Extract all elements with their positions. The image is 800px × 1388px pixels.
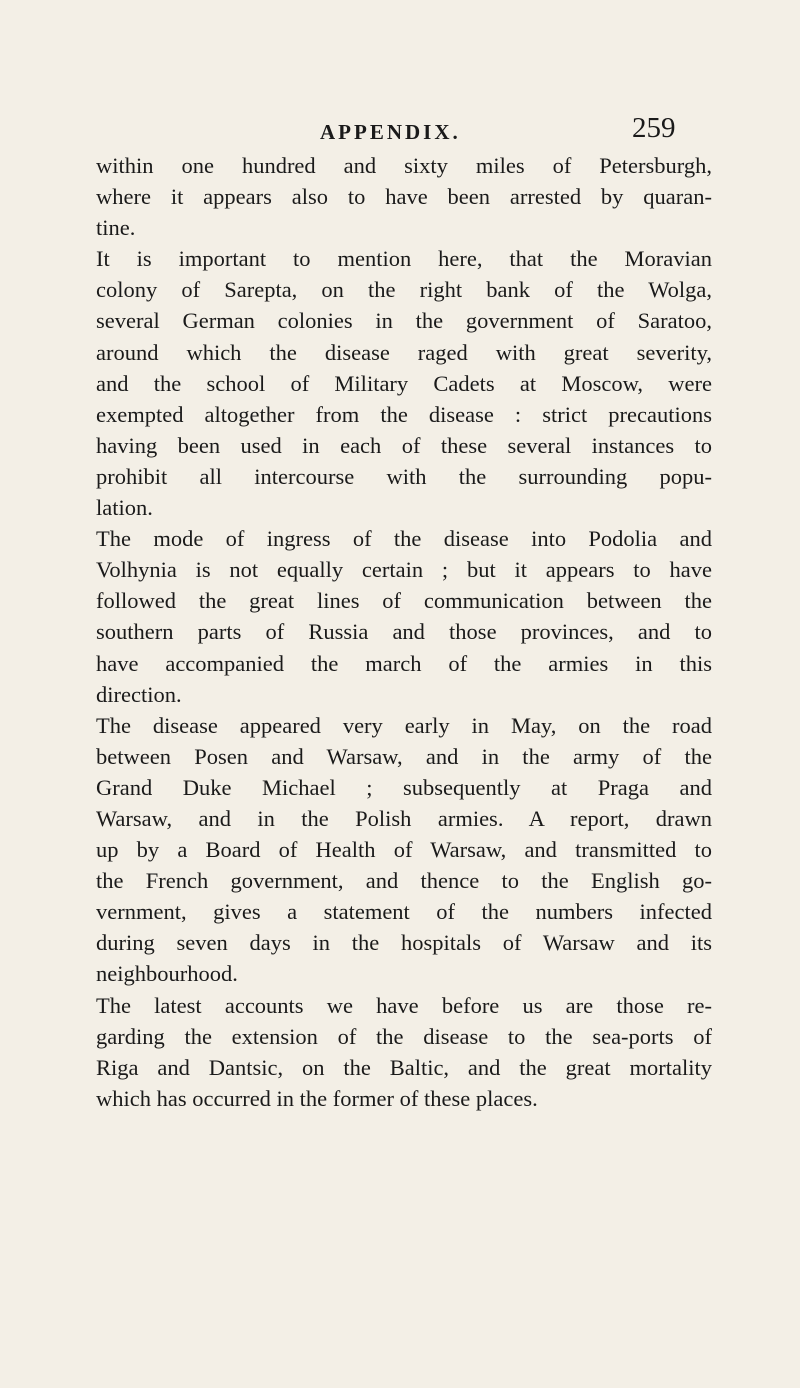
text-line: direction.: [96, 681, 182, 707]
text-line: within one hundred and sixty miles of Petersburgh,: [96, 153, 712, 178]
text-line: It is important to mention here, that the Moravian: [96, 246, 712, 272]
text-line: and the school of Military Cadets at Moscow, were: [96, 370, 712, 396]
running-head: [0, 112, 800, 152]
body-text: [96, 150, 712, 1114]
text-line: tine.: [96, 215, 136, 241]
header-title: APPENDIX.: [320, 120, 461, 144]
text-line: The latest accounts we have before us are those re-: [96, 992, 712, 1018]
text-line: which has occurred in the former of these places.: [96, 1085, 538, 1111]
text-line: during seven days in the hospitals of Warsaw and its: [96, 930, 712, 956]
text-line: where it appears also to have been arrested by quaran-: [96, 184, 712, 210]
text-line: Warsaw, and in the Polish armies. A report, drawn: [96, 805, 712, 831]
text-line: Volhynia is not equally certain ; but it appears to have: [96, 557, 712, 583]
text-line: have accompanied the march of the armies in this: [96, 650, 712, 676]
text-line: lation.: [96, 495, 153, 521]
text-line: Grand Duke Michael ; subsequently at Praga and: [96, 774, 712, 800]
text-line: The mode of ingress of the disease into Podolia and: [96, 526, 712, 552]
text-line: prohibit all intercourse with the surrounding popu-: [96, 463, 712, 489]
text-line: up by a Board of Health of Warsaw, and transmitted to: [96, 837, 712, 863]
text-line: exempted altogether from the disease : strict precautions: [96, 401, 712, 427]
text-line: between Posen and Warsaw, and in the army of the: [96, 743, 712, 769]
text-line: followed the great lines of communication between the: [96, 588, 712, 614]
text-line: The disease appeared very early in May, on the road: [96, 712, 712, 738]
text-line: several German colonies in the government of Saratoo,: [96, 308, 712, 334]
text-line: garding the extension of the disease to the sea-ports of: [96, 1023, 712, 1049]
text-line: southern parts of Russia and those provinces, and to: [96, 619, 712, 645]
text-line: around which the disease raged with great severity,: [96, 339, 712, 365]
text-line: colony of Sarepta, on the right bank of the Wolga,: [96, 277, 712, 303]
text-line: neighbourhood.: [96, 961, 238, 987]
text-line: the French government, and thence to the English go-: [96, 868, 712, 894]
text-line: Riga and Dantsic, on the Baltic, and the great mortality: [96, 1054, 712, 1080]
text-line: vernment, gives a statement of the numbers infected: [96, 899, 712, 925]
page-number: 259: [632, 112, 676, 144]
text-line: having been used in each of these several instances to: [96, 432, 712, 458]
